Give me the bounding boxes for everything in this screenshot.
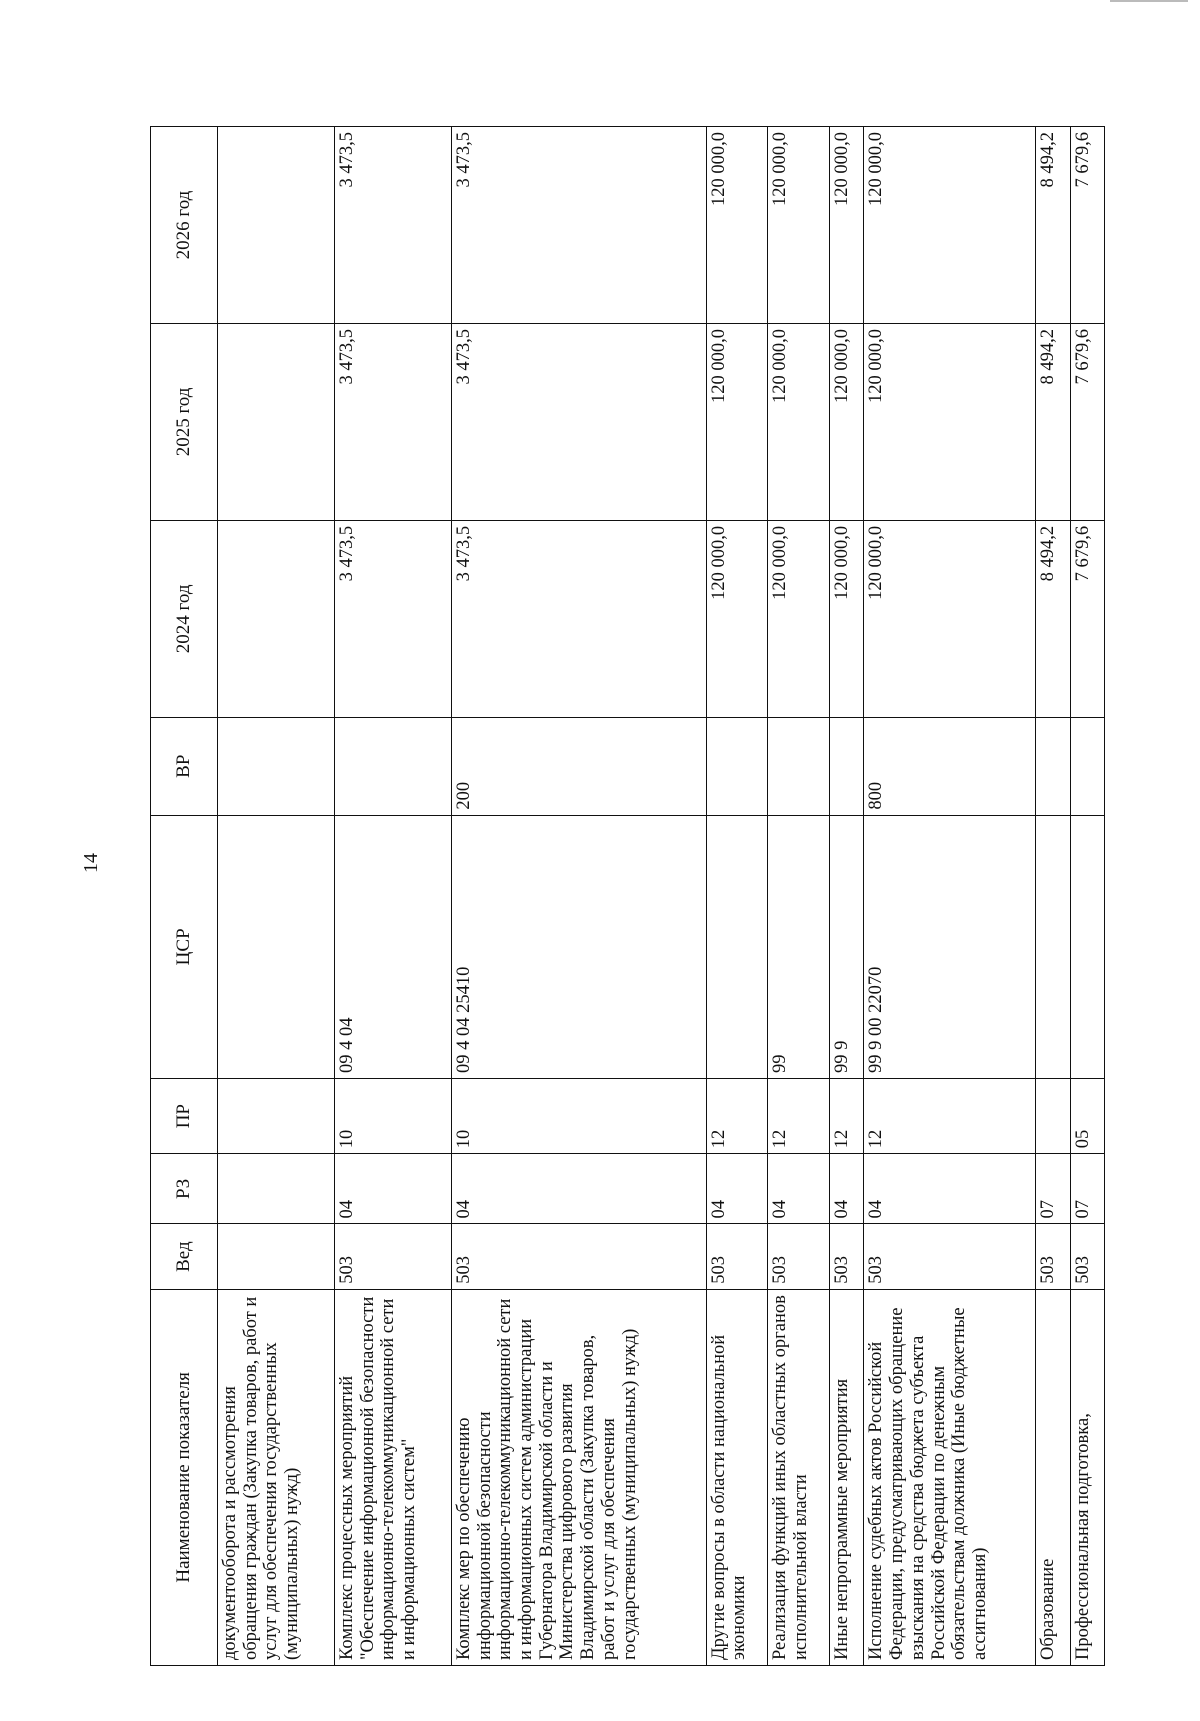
header-ved: Вед <box>151 1224 218 1289</box>
cell-vr <box>218 717 335 815</box>
cell-rz: 07 <box>1070 1154 1104 1224</box>
cell-2026: 8 494,2 <box>1036 127 1070 324</box>
page-number: 14 <box>80 853 102 873</box>
cell-name: Комплекс мер по обеспечению информационной безопасности информационно-телекоммуникационной сети и информационных систем администрации Губернатора Владимирской области и Министерства цифрового развития Владимирской области (Закупка товаров, работ и услуг для обеспечения государственных (муниципальных) нужд) <box>451 1289 706 1665</box>
cell-ved: 503 <box>1070 1224 1104 1289</box>
table-header-row <box>151 127 218 1666</box>
cell-csr <box>1036 815 1070 1078</box>
cell-2026: 3 473,5 <box>334 127 451 324</box>
header-name: Наименование показателя <box>151 1289 218 1665</box>
cell-vr <box>1036 717 1070 815</box>
cell-csr: 99 9 <box>830 815 864 1078</box>
table-row <box>1070 127 1104 1666</box>
header-2026: 2026 год <box>151 127 218 324</box>
cell-name: Другие вопросы в области национальной экономики <box>706 1289 768 1665</box>
cell-2024: 7 679,6 <box>1070 520 1104 717</box>
cell-2025: 120 000,0 <box>864 323 1036 520</box>
table-row <box>218 127 335 1666</box>
cell-2025: 120 000,0 <box>706 323 768 520</box>
cell-ved: 503 <box>1036 1224 1070 1289</box>
table-row <box>864 127 1036 1666</box>
cell-pr: 05 <box>1070 1079 1104 1154</box>
cell-2026: 120 000,0 <box>864 127 1036 324</box>
cell-vr <box>830 717 864 815</box>
header-2024: 2024 год <box>151 520 218 717</box>
cell-2024: 120 000,0 <box>706 520 768 717</box>
cell-2024: 3 473,5 <box>451 520 706 717</box>
cell-vr <box>334 717 451 815</box>
cell-2024: 8 494,2 <box>1036 520 1070 717</box>
cell-pr: 12 <box>864 1079 1036 1154</box>
cell-name: документооборота и рассмотрения обращения граждан (Закупка товаров, работ и услуг для обеспечения государственных (муниципальных) нужд) <box>218 1289 335 1665</box>
cell-ved: 503 <box>451 1224 706 1289</box>
table-row <box>768 127 830 1666</box>
cell-ved <box>218 1224 335 1289</box>
table-row <box>706 127 768 1666</box>
table-row <box>334 127 451 1666</box>
cell-csr <box>706 815 768 1078</box>
cell-2025: 3 473,5 <box>451 323 706 520</box>
corner-scan-mark <box>1110 0 1188 2</box>
header-pr: ПР <box>151 1079 218 1154</box>
cell-vr <box>706 717 768 815</box>
cell-csr: 09 4 04 <box>334 815 451 1078</box>
cell-rz: 04 <box>768 1154 830 1224</box>
cell-vr <box>1070 717 1104 815</box>
cell-2026: 7 679,6 <box>1070 127 1104 324</box>
table-row <box>451 127 706 1666</box>
header-2025: 2025 год <box>151 323 218 520</box>
cell-2025: 3 473,5 <box>334 323 451 520</box>
table-row <box>830 127 864 1666</box>
cell-pr: 10 <box>451 1079 706 1154</box>
cell-2026: 120 000,0 <box>830 127 864 324</box>
cell-2025: 120 000,0 <box>830 323 864 520</box>
cell-pr: 10 <box>334 1079 451 1154</box>
cell-ved: 503 <box>334 1224 451 1289</box>
cell-name: Профессиональная подготовка, <box>1070 1289 1104 1665</box>
cell-vr: 200 <box>451 717 706 815</box>
cell-2024: 120 000,0 <box>768 520 830 717</box>
cell-rz: 04 <box>706 1154 768 1224</box>
cell-2026: 120 000,0 <box>706 127 768 324</box>
cell-2024 <box>218 520 335 717</box>
cell-rz: 07 <box>1036 1154 1070 1224</box>
cell-ved: 503 <box>864 1224 1036 1289</box>
cell-ved: 503 <box>706 1224 768 1289</box>
cell-pr: 12 <box>768 1079 830 1154</box>
header-rz: РЗ <box>151 1154 218 1224</box>
cell-2025: 120 000,0 <box>768 323 830 520</box>
header-csr: ЦСР <box>151 815 218 1078</box>
budget-table-container <box>150 126 1105 1666</box>
cell-name: Реализация функций иных областных органов исполнительной власти <box>768 1289 830 1665</box>
cell-csr: 09 4 04 25410 <box>451 815 706 1078</box>
cell-2025 <box>218 323 335 520</box>
budget-table <box>150 126 1105 1666</box>
cell-name: Комплекс процессных мероприятий "Обеспечение информационной безопасности информационно-телекоммуникационной сети и информационных систем" <box>334 1289 451 1665</box>
cell-vr <box>768 717 830 815</box>
cell-ved: 503 <box>768 1224 830 1289</box>
cell-rz <box>218 1154 335 1224</box>
cell-2025: 7 679,6 <box>1070 323 1104 520</box>
cell-name: Иные непрограммные мероприятия <box>830 1289 864 1665</box>
cell-2026 <box>218 127 335 324</box>
cell-csr <box>218 815 335 1078</box>
cell-2024: 120 000,0 <box>864 520 1036 717</box>
cell-rz: 04 <box>864 1154 1036 1224</box>
rotated-table <box>150 126 1105 1666</box>
cell-2024: 3 473,5 <box>334 520 451 717</box>
cell-pr <box>1036 1079 1070 1154</box>
cell-rz: 04 <box>830 1154 864 1224</box>
cell-pr: 12 <box>706 1079 768 1154</box>
header-vr: ВР <box>151 717 218 815</box>
cell-vr: 800 <box>864 717 1036 815</box>
cell-csr: 99 9 00 22070 <box>864 815 1036 1078</box>
cell-name: Исполнение судебных актов Российской Федерации, предусматривающих обращение взыскания на средства бюджета субъекта Российской Федерации по денежным обязательствам должника (Иные бюджетные ассигнования) <box>864 1289 1036 1665</box>
cell-name: Образование <box>1036 1289 1070 1665</box>
cell-2024: 120 000,0 <box>830 520 864 717</box>
cell-rz: 04 <box>451 1154 706 1224</box>
cell-2026: 3 473,5 <box>451 127 706 324</box>
table-row <box>1036 127 1070 1666</box>
cell-rz: 04 <box>334 1154 451 1224</box>
cell-pr: 12 <box>830 1079 864 1154</box>
cell-ved: 503 <box>830 1224 864 1289</box>
cell-csr: 99 <box>768 815 830 1078</box>
cell-pr <box>218 1079 335 1154</box>
cell-2026: 120 000,0 <box>768 127 830 324</box>
cell-csr <box>1070 815 1104 1078</box>
cell-2025: 8 494,2 <box>1036 323 1070 520</box>
